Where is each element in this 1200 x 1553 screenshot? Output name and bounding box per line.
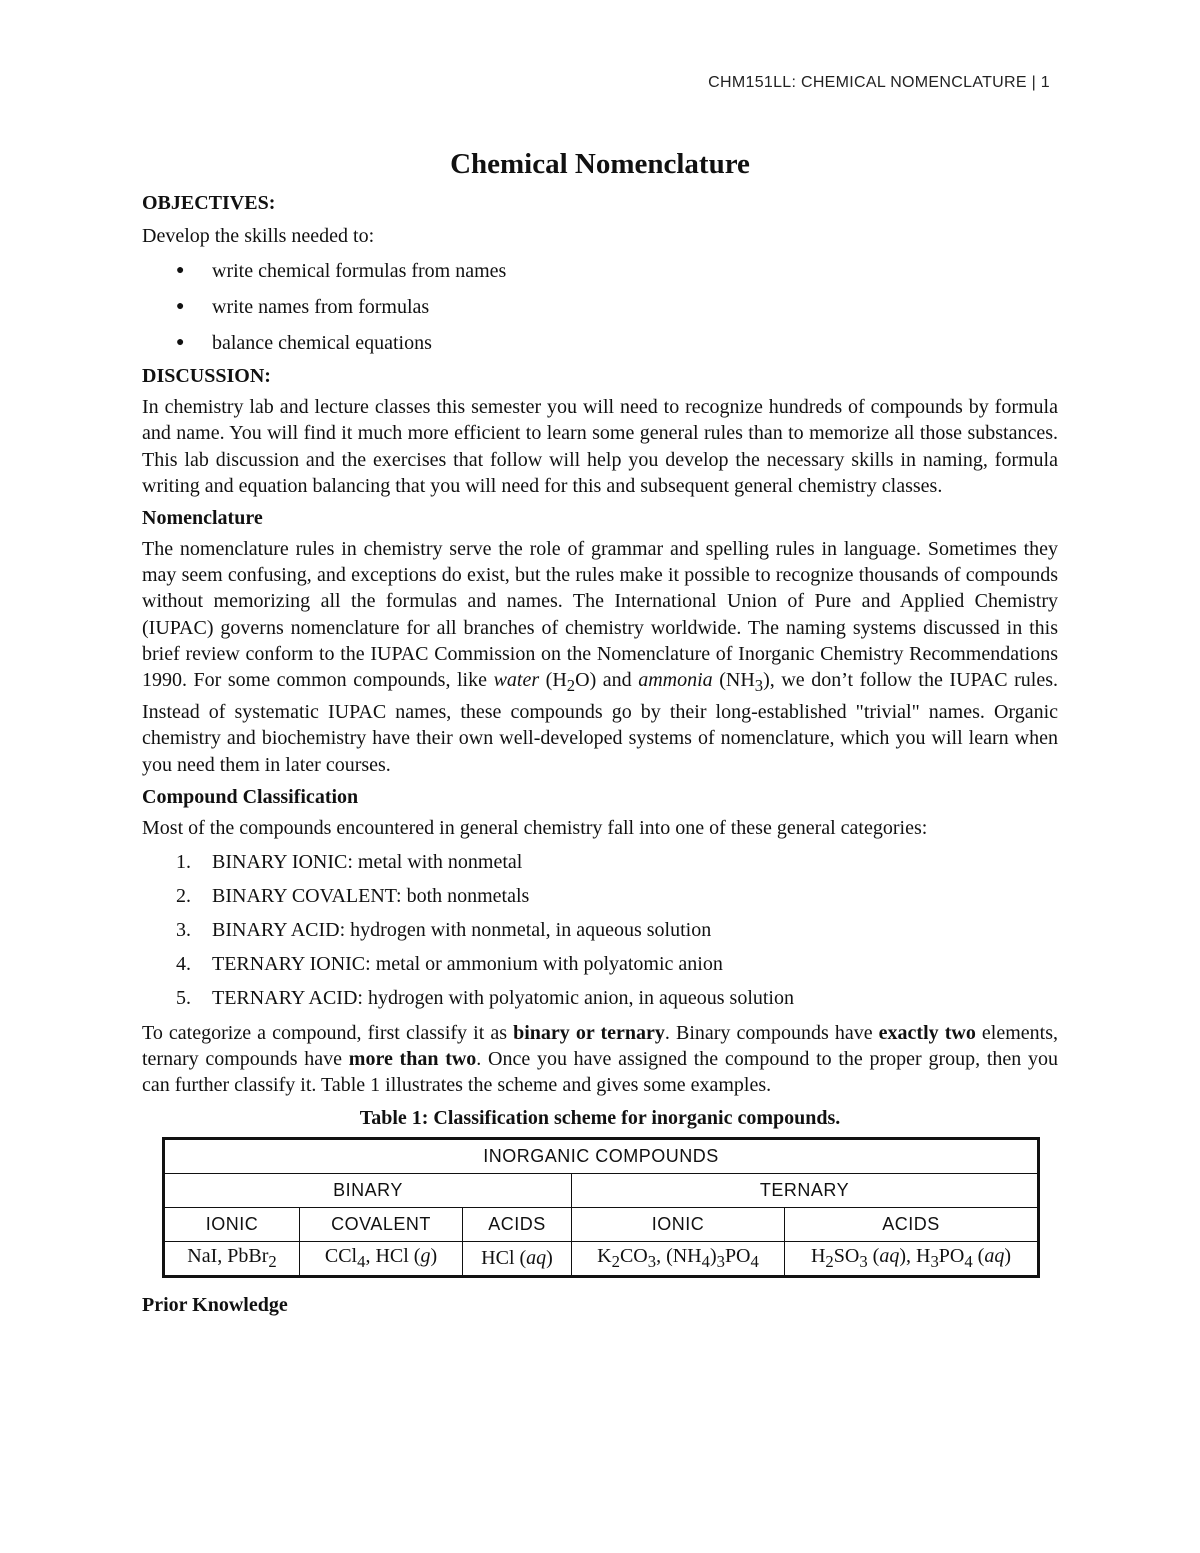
term-water: water [493,669,540,692]
table-subheader: ACIDS [785,1207,1039,1241]
paragraph-text: To categorize a compound, first classify it as [142,1022,514,1045]
objectives-heading: OBJECTIVES: [142,192,276,214]
classification-heading: Compound Classification [142,785,359,808]
term-binary: binary [513,1022,570,1045]
term-exactly-two: exactly two [878,1022,976,1045]
table-cell-example [463,1241,572,1276]
table-header-inorganic: INORGANIC COMPOUNDS [164,1138,1039,1173]
term-ternary: ternary [600,1022,665,1045]
bullet-icon: ● [176,335,185,351]
subscript: 3 [859,1251,868,1271]
list-item [142,879,1058,913]
objective-text: balance chemical equations [212,332,432,355]
list-number: 5. [176,987,191,1010]
formula-text: H [810,1244,826,1267]
list-text: BINARY ACID: hydrogen with nonmetal, in aqueous solution [212,919,712,942]
page-content [142,146,1058,1318]
list-item [142,845,1058,879]
subscript: 3 [647,1251,657,1271]
table-cell-example [785,1241,1039,1276]
list-item [142,325,1058,361]
table-subheader: IONIC [164,1207,300,1241]
table-row [164,1241,1039,1276]
page-title: Chemical Nomenclature [450,148,750,180]
paragraph-text: elements, ternary compounds have [142,1022,1059,1071]
bullet-icon: ● [176,299,185,315]
state-label: aq [526,1246,547,1269]
running-header: CHM151LL: CHEMICAL NOMENCLATURE | 1 [708,74,1050,91]
subscript: 2 [611,1251,620,1271]
table-row [164,1173,1039,1207]
formula-text: PO [938,1244,965,1267]
objective-text: write chemical formulas from names [212,260,507,283]
state-label: g [420,1244,431,1267]
table-subheader: COVALENT [300,1207,463,1241]
list-item [142,253,1058,289]
objective-text: write names from formulas [212,296,430,319]
classification-table [162,1137,1040,1278]
list-number: 2. [176,885,191,908]
subscript: 3 [716,1251,725,1271]
formula-text: ( [867,1244,880,1267]
table-cell-example [164,1241,300,1276]
formula-text: ( [972,1244,985,1267]
formula-text: SO [833,1244,860,1267]
subscript: 3 [754,676,764,696]
paragraph-text: . Binary compounds have [664,1022,879,1045]
list-number: 3. [176,919,191,942]
subscript: 2 [825,1251,834,1271]
formula-text: CO [619,1244,648,1267]
list-item [142,289,1058,325]
formula-text: (NH [712,669,755,692]
list-text: TERNARY IONIC: metal or ammonium with polyatomic anion [212,953,723,976]
formula-text: ) [1004,1244,1012,1267]
state-label: aq [879,1244,900,1267]
term-or: or [569,1022,601,1045]
formula-text: HCl ( [481,1246,527,1269]
list-item [142,947,1058,981]
list-number: 4. [176,953,191,976]
discussion-heading: DISCUSSION: [142,365,271,388]
classification-paragraph [142,1020,1058,1099]
table-subheader: IONIC [572,1207,785,1241]
term-more-than-two: more than two [348,1048,477,1071]
table-cell-example [572,1241,785,1276]
table-caption: Table 1: Classification scheme for inorganic compounds. [359,1106,841,1129]
classification-list [142,845,1058,1015]
paragraph-text: . Once you have assigned the compound to the proper group, then you can further classify it. Table 1 illustrates the scheme and gives some examples. [142,1048,1058,1097]
formula-text: ) [430,1244,438,1267]
formula-text: CCl [324,1244,358,1267]
nomenclature-heading: Nomenclature [142,507,263,530]
table-row [164,1138,1039,1173]
classification-intro: Most of the compounds encountered in general chemistry fall into one of these general categories: [142,816,928,839]
table-header-binary: BINARY [164,1173,572,1207]
subscript: 3 [930,1251,939,1271]
nomenclature-text: The nomenclature rules in chemistry serve the role of grammar and spelling rules in language. Sometimes they may seem confusing, and exceptions do exist, but the rules make it possible to recognize thousands of compounds without memorizing all the formulas and names. The International Union of Pure and Applied Chemistry (IUPAC) governs nomenclature for all branches of chemistry worldwide. The naming systems discussed in this brief review conform to the IUPAC Commission on the Nomenclature of Inorganic Chemistry Recommendations 1990. For some common compounds, like [142,538,1058,692]
objectives-list [142,253,1058,361]
formula-text: O) and [575,669,639,692]
subscript: 2 [566,676,576,696]
list-item [142,981,1058,1015]
table-row [164,1207,1039,1241]
bullet-icon: ● [176,263,185,279]
formula-text: ) [709,1244,717,1267]
list-item [142,913,1058,947]
formula-text: NaI, PbBr [187,1244,269,1267]
list-text: TERNARY ACID: hydrogen with polyatomic anion, in aqueous solution [212,987,794,1010]
formula-text: ), H [899,1244,931,1267]
list-number: 1. [176,851,191,874]
formula-text: , HCl ( [365,1244,421,1267]
formula-text: ) [546,1246,553,1269]
subscript: 4 [964,1251,973,1271]
list-text: BINARY COVALENT: both nonmetals [212,885,530,908]
subscript: 4 [701,1251,710,1271]
discussion-paragraph: In chemistry lab and lecture classes this semester you will need to recognize hundreds of compounds by formula and name. You will find it much more efficient to learn some general rules than to memorize all those substances. This lab discussion and the exercises that follow will help you develop the necessary skills in naming, formula writing and equation balancing that you will need for this and subsequent general chemistry classes. [142,396,1058,497]
subscript: 2 [268,1251,277,1271]
subscript: 4 [750,1251,759,1271]
formula-text: , (NH [656,1244,702,1267]
prior-knowledge-heading: Prior Knowledge [142,1293,288,1316]
term-ammonia: ammonia [638,669,713,692]
nomenclature-paragraph [142,536,1058,778]
formula-text: PO [724,1244,751,1267]
formula-text: (H [539,669,567,692]
table-header-ternary: TERNARY [572,1173,1039,1207]
formula-text: K [597,1244,612,1267]
table-subheader: ACIDS [463,1207,572,1241]
objectives-intro: Develop the skills needed to: [142,225,375,247]
subscript: 4 [357,1251,366,1271]
nomenclature-text: ), we don’t follow the IUPAC rules. Instead of systematic IUPAC names, these compounds go by their long-established "trivial" names. Organic chemistry and biochemistry have their own well-developed systems of nomenclature, which you will learn when you need them in later courses. [142,669,1059,776]
table-cell-example [300,1241,463,1276]
list-text: BINARY IONIC: metal with nonmetal [212,851,523,874]
state-label: aq [984,1244,1005,1267]
